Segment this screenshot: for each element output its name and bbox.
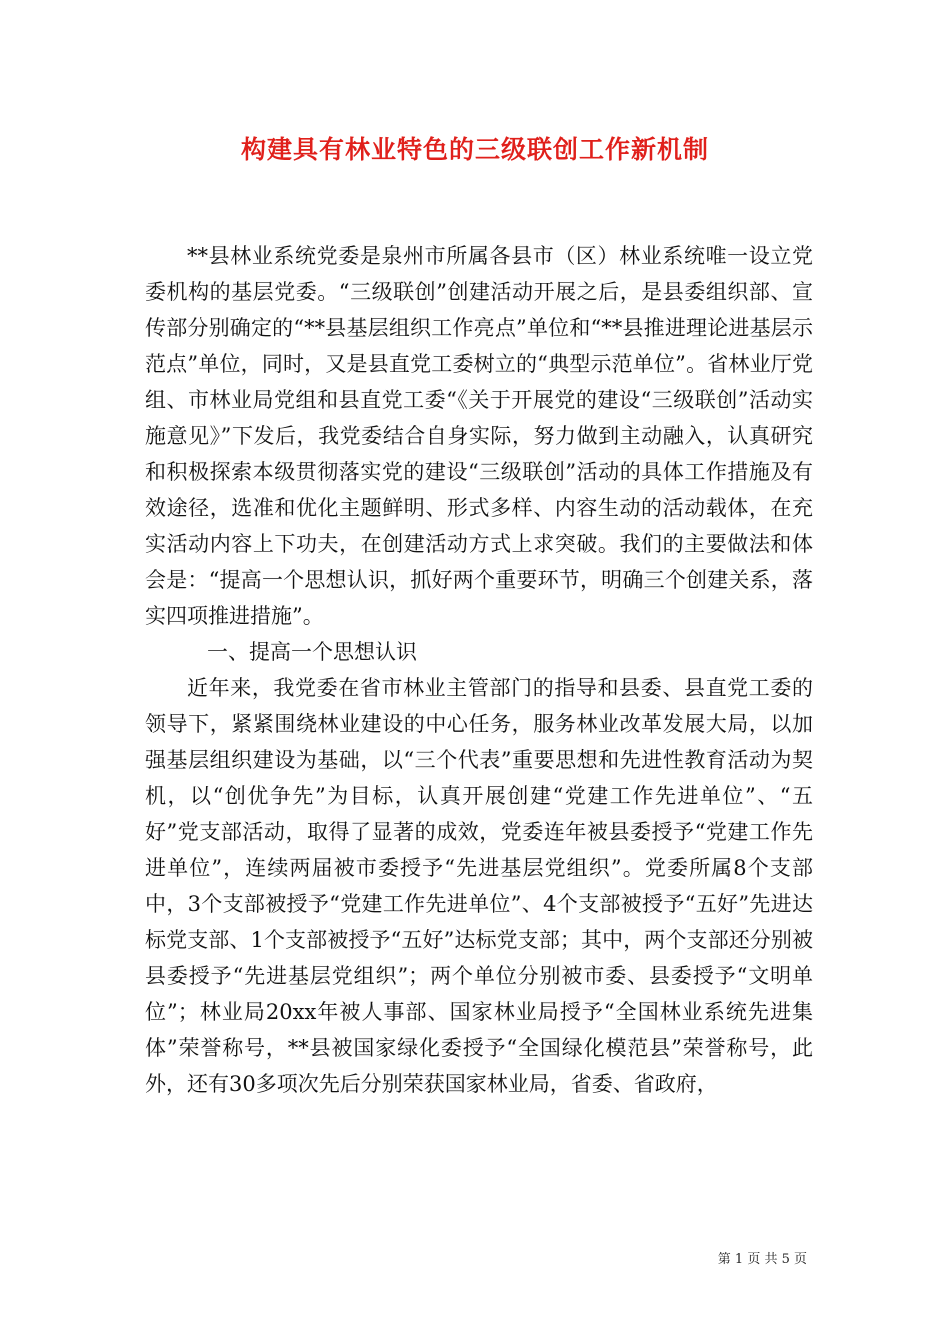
body-paragraph: 近年来，我党委在省市林业主管部门的指导和县委、县直党工委的领导下，紧紧围绕林业建设的中心任务，服务林业改革发展大局，以加强基层组织建设为基础，以“三个代表”重要思想和先进性教育活动为契机，以“创优争先”为目标，认真开展创建“党建工作先进单位”、“五好”党支部活动，取得了显著的成效，党委连年被县委授予“党建工作先进单位”，连续两届被市委授予“先进基层党组织”。党委所属8个支部中，3个支部被授予“党建工作先进单位”、4个支部被授予“五好”先进达标党支部、1个支部被授予“五好”达标党支部；其中，两个支部还分别被县委授予“先进基层党组织”；两个单位分别被市委、县委授予“文明单位”；林业局20xx年被人事部、国家林业局授予“全国林业系统先进集体”荣誉称号，**县被国家绿化委授予“全国绿化模范县”荣誉称号，此外，还有30多项次先后分别荣获国家林业局，省委、省政府，: [145, 676, 813, 1096]
document-body: [145, 238, 813, 1102]
section-heading: 一、提高一个思想认识: [207, 640, 417, 664]
page-number: 第 1 页 共 5 页: [717, 1252, 807, 1267]
intro-paragraph: **县林业系统党委是泉州市所属各县市（区）林业系统唯一设立党委机构的基层党委。“三级联创”创建活动开展之后，是县委组织部、宣传部分别确定的“**县基层组织工作亮点”单位和“**县推进理论进基层示范点”单位，同时，又是县直党工委树立的“典型示范单位”。省林业厅党组、市林业局党组和县直党工委“《关于开展党的建设“三级联创”活动实施意见》”下发后，我党委结合自身实际，努力做到主动融入，认真研究和积极探索本级贯彻落实党的建设“三级联创”活动的具体工作措施及有效途径，选准和优化主题鲜明、形式多样、内容生动的活动载体，在充实活动内容上下功夫，在创建活动方式上求突破。我们的主要做法和体会是：“提高一个思想认识，抓好两个重要环节，明确三个创建关系，落实四项推进措施”。: [145, 244, 813, 628]
document-title: 构建具有林业特色的三级联创工作新机制: [240, 135, 709, 164]
